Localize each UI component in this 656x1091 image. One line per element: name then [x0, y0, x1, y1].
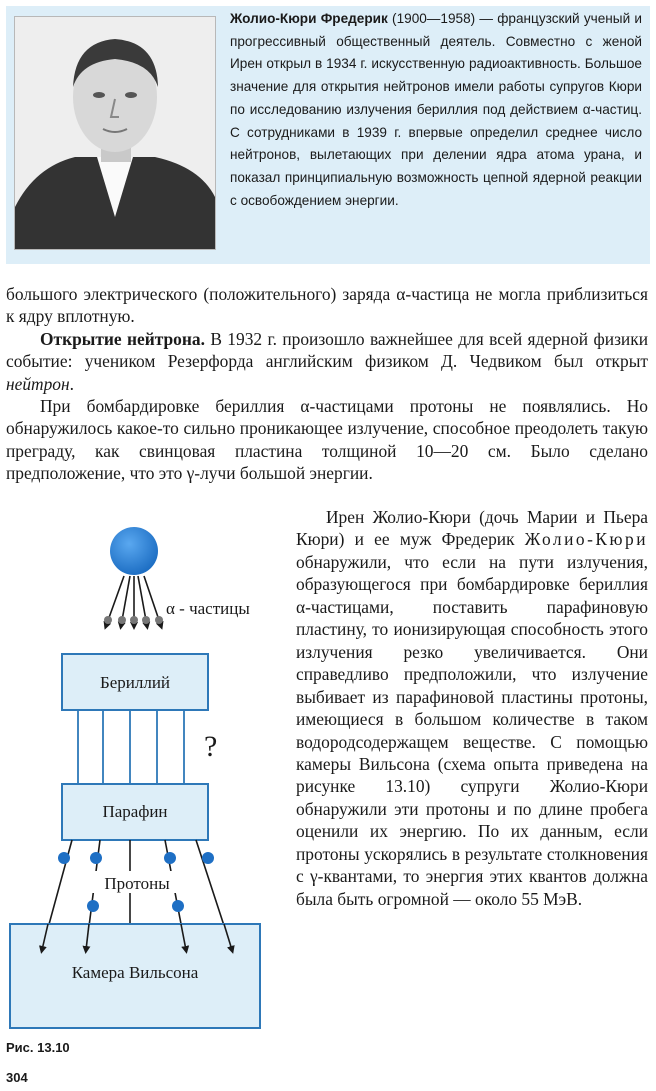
- paragraph-2-end: .: [69, 373, 74, 394]
- paragraph-4: [296, 506, 648, 910]
- paragraph-1: большого электрического (положительного) заряда α-частица не могла приблизиться к ядру вплотную.: [6, 284, 648, 327]
- biography-text: [230, 8, 642, 212]
- radiation-lines: [78, 710, 184, 784]
- bio-description: (1900—1958) — французский ученый и прогрессивный общественный деятель. Совместно с женой Ирен открыл в 1934 г. искусственную радиоактивность. Большое значение для открытия нейтронов имели работы супругов Кюри по исследованию излучения бериллия под действием α-частиц. С сотрудниками в 1939 г. впервые определил среднее число нейтронов, вылетающих при делении ядра атома урана, и показал принципиальную возможность цепной ядерной реакции с освобождением энергии.: [230, 11, 642, 208]
- portrait-photo: [14, 16, 216, 250]
- portrait-illustration: [15, 17, 215, 249]
- paragraph-3: При бомбардировке бериллия α-частицами протоны не появлялись. Но обнаружилось какое-то сильно проникающее излучение, способное преодолеть такую преграду, как свинцовая пластина толщиной 10—20 см. Было сделано предположение, что это γ-лучи большой энергии.: [6, 396, 648, 484]
- paraffin-label: Парафин: [102, 802, 168, 821]
- alpha-label: α - частицы: [166, 599, 250, 618]
- paragraph-2-text: В 1932 г. произошло важнейшее для всей ядерной физики событие: учеником Резерфорда английским физиком Д. Чедвиком был открыт: [6, 328, 648, 372]
- beryllium-label: Бериллий: [99, 673, 171, 692]
- bio-name: Жолио-Кюри Фредерик: [230, 11, 388, 26]
- paragraph-2: [6, 328, 648, 395]
- alpha-particles: [104, 616, 163, 624]
- figure-caption: Рис. 13.10: [6, 1040, 70, 1055]
- section-heading: Открытие нейтрона.: [40, 328, 205, 349]
- biography-box: [6, 6, 650, 264]
- question-mark: ?: [204, 730, 218, 763]
- neutron-term: нейтрон: [6, 373, 70, 394]
- main-text-top: [6, 283, 648, 485]
- paragraph-4-start: Ирен Жолио-Кюри (дочь Марии и Пьера Кюри) и ее муж Фредерик: [296, 507, 648, 550]
- page-number: 304: [6, 1070, 28, 1085]
- alpha-source: [110, 527, 158, 575]
- protons-label: Протоны: [104, 874, 170, 893]
- experiment-diagram: [0, 506, 290, 1036]
- figure-13-10: [0, 506, 290, 1066]
- main-text-right-column: [296, 506, 648, 910]
- chamber-label: Камера Вильсона: [71, 963, 199, 982]
- paragraph-4-spaced-name: Жолио-Кюри: [524, 529, 648, 550]
- paragraph-4-rest: обнаружили, что если на пути излучения, образующегося при бомбардировке бериллия α-частицами, поставить парафиновую пластину, то ионизирующая способность этого излучения резко увеличивается. Они справедливо предположили, что излучение выбивает из парафиновой пластины протоны, имеющиеся в большом количестве в таком водородсодержащем веществе. С помощью камеры Вильсона (схема опыта приведена на рисунке 13.10) супруги Жолио-Кюри обнаружили эти протоны и по длине пробега оценили их энергию. По их данным, если протоны ускорялись в результате столкновения с γ-квантами, то энергия этих квантов должна была быть огромной — около 55 МэВ.: [296, 551, 648, 909]
